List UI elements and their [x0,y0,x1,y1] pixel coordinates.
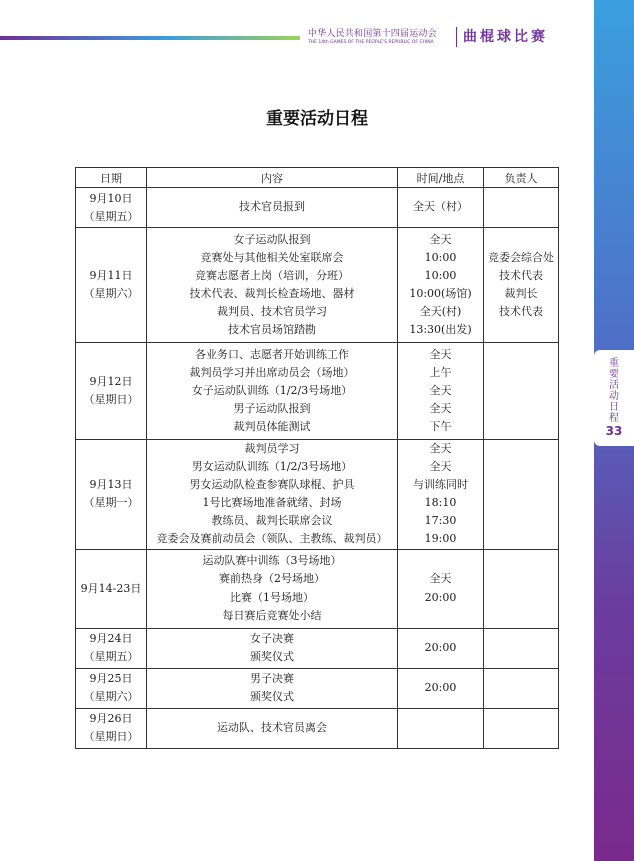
time-line: 20:00 [424,641,457,655]
weekday-text: （星期六） [83,287,139,300]
table-row [76,188,559,228]
header-divider [456,27,457,47]
time-line: 全天 [429,383,452,397]
content-line: 教练员、裁判长联席会议 [211,514,333,528]
person-cell [484,188,559,228]
sport-title: 曲棍球比赛 [463,29,548,45]
content-line: 竞赛志愿者上岗（培训，分班） [195,268,349,282]
date-text: 9月26日 [89,712,133,726]
person-line: 技术代表 [499,268,543,282]
table-row [76,549,559,628]
content-cell [147,188,398,228]
time-cell [398,188,484,228]
content-cell [147,228,398,343]
content-cell [147,628,398,668]
date-text: 9月11日 [89,269,133,282]
content-cell [147,549,398,628]
date-cell [76,668,147,708]
content-line: 男女运动队训练（1/2/3号场地） [191,460,353,474]
time-line: 全天(村) [419,305,462,319]
date-cell [76,188,147,228]
header-content: 内容 [147,168,398,188]
time-line: 全天 [429,572,452,586]
time-line: 18:10 [424,496,457,510]
table-row [76,440,559,550]
date-text: 9月14-23日 [80,581,142,595]
time-line: 20:00 [424,681,457,695]
time-line: 全天 [429,442,452,455]
time-line: 全天 [429,232,452,246]
content-cell [147,343,398,440]
page-title: 重要活动日程 [266,109,368,129]
time-line: 上午 [429,365,452,379]
time-line: 13:30(出发) [409,323,472,337]
schedule-body [76,188,559,749]
time-cell [398,343,484,440]
time-cell [398,549,484,628]
date-cell [76,228,147,343]
header-person: 负责人 [484,168,559,188]
person-cell [484,343,559,440]
event-name-cn: 中华人民共和国第十四届运动会 [308,29,437,39]
date-cell [76,549,147,628]
date-cell [76,628,147,668]
page-number: 33 [605,424,623,438]
content-line: 女子决赛 [250,631,294,645]
person-line: 裁判长 [504,287,538,300]
content-cell [147,708,398,748]
content-line: 1号比赛场地准备就绪、封场 [202,496,342,510]
time-line: 20:00 [424,590,457,604]
person-cell [484,549,559,628]
content-line: 女子运动队报到 [233,232,311,246]
page-header [308,22,593,52]
content-line: 男子决赛 [250,671,294,685]
content-line: 裁判员体能测试 [233,420,311,434]
weekday-text: （星期一） [83,496,139,510]
table-header-row [76,168,559,188]
date-text: 9月25日 [89,672,133,686]
content-line: 裁判员、技术官员学习 [217,305,327,319]
event-name-en: THE 14th GAMES OF THE PEOPLE'S REPUBLIC OF CHINA [308,40,434,45]
person-line: 技术代表 [499,305,543,319]
content-line: 男女运动队检查参赛队球棍、护具 [189,478,355,492]
content-line: 颁奖仪式 [250,690,294,704]
table-row [76,628,559,668]
person-cell [484,228,559,343]
content-cell [147,668,398,708]
content-cell [147,440,398,550]
time-cell [398,628,484,668]
time-line: 10:00 [424,268,457,282]
section-tab[interactable] [594,350,634,446]
date-text: 9月12日 [89,375,133,388]
content-line: 竞委会及赛前动员会（领队、主教练、裁判员） [156,532,388,546]
header-date: 日期 [76,168,147,188]
date-text: 9月13日 [89,478,133,492]
table-row [76,668,559,708]
weekday-text: （星期五） [83,650,139,664]
section-tab-label: 重要活动日程 [609,358,619,424]
weekday-text: （星期五） [83,209,139,223]
date-cell [76,343,147,440]
person-cell [484,668,559,708]
content-line: 竞赛处与其他相关处室联席会 [200,250,344,264]
person-cell [484,628,559,668]
person-cell [484,440,559,550]
content-line: 运动队、技术官员离会 [217,721,327,735]
weekday-text: （星期日） [83,730,139,744]
date-text: 9月10日 [89,191,133,205]
time-line: 与训练同时 [413,478,468,492]
content-line: 裁判员学习并出席动员会（场地） [189,365,355,379]
time-cell [398,440,484,550]
content-line: 比赛（1号场地） [230,590,314,604]
content-line: 技术代表、裁判长检查场地、器材 [189,287,355,300]
time-line: 全天 [429,460,452,474]
weekday-text: （星期六） [83,690,139,704]
content-line: 裁判员学习 [244,442,300,455]
time-line: 下午 [429,420,452,434]
content-line: 技术官员场馆踏勘 [228,323,316,337]
time-line: 19:00 [424,532,457,546]
table-row [76,343,559,440]
table-row [76,708,559,748]
content-line: 颁奖仪式 [250,650,294,664]
weekday-text: （星期日） [83,393,139,406]
time-cell [398,228,484,343]
date-cell [76,708,147,748]
time-cell [398,708,484,748]
time-line: 全天（村） [413,200,468,214]
person-line: 竞委会综合处 [488,250,554,264]
schedule-table [75,167,559,749]
time-line: 10:00 [424,250,457,264]
content-line: 每日赛后竞赛处小结 [222,608,322,622]
date-text: 9月24日 [89,632,133,646]
content-line: 各业务口、志愿者开始训练工作 [195,347,349,361]
time-line: 10:00(场馆) [409,287,472,300]
time-line: 全天 [429,402,452,416]
time-line: 17:30 [424,514,457,528]
content-line: 技术官员报到 [239,200,305,214]
time-cell [398,668,484,708]
date-cell [76,440,147,550]
content-line: 赛前热身（2号场地） [219,572,325,586]
header-gradient-line [0,36,300,40]
person-cell [484,708,559,748]
content-line: 男子运动队报到 [233,402,311,416]
time-line: 全天 [429,347,452,361]
table-row [76,228,559,343]
content-line: 女子运动队训练（1/2/3号场地） [191,383,353,397]
header-time-place: 时间/地点 [398,168,484,188]
content-line: 运动队赛中训练（3号场地） [202,554,342,568]
